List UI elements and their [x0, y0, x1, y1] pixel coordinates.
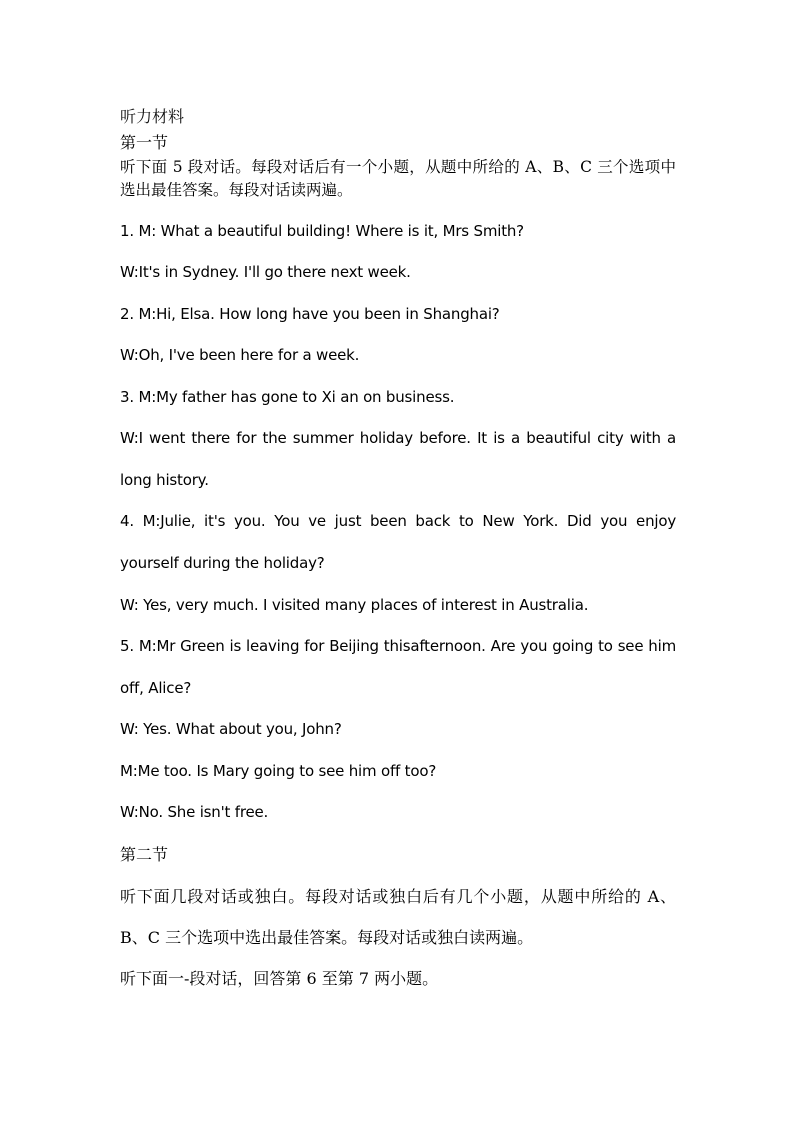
dialogue-line: 3. M:My father has gone to Xi an on business.	[120, 388, 455, 406]
dialogue-line: M:Me too. Is Mary going to see him off too?	[120, 761, 437, 780]
dialogue-line: W:It's in Sydney. I'll go there next week.	[120, 263, 411, 281]
dialogue-line: W:I went there for the summer holiday before. It is a beautiful city with a long history.	[120, 429, 676, 489]
dialogue-line: 4. M:Julie, it's you. You ve just been back to New York. Did you enjoy yourself during the holiday?	[120, 512, 676, 572]
dialogue-line: W: Yes, very much. I visited many places of interest in Australia.	[120, 596, 589, 614]
section-2-heading: 第二节	[120, 844, 169, 864]
dialogue-line: 2. M:Hi, Elsa. How long have you been in Shanghai?	[120, 305, 500, 323]
section-2-note: 听下面一-段对话，回答第 6 至第 7 两小题。	[120, 968, 439, 988]
dialogue-line: W:Oh, I've been here for a week.	[120, 346, 360, 364]
section-1-heading: 第一节	[120, 133, 169, 152]
document-title: 听力材料	[120, 107, 185, 126]
dialogue-line: W: Yes. What about you, John?	[120, 720, 342, 738]
dialogue-line: W:No. She isn't free.	[120, 803, 269, 821]
dialogue-line: 1. M: What a beautiful building! Where is it, Mrs Smith?	[120, 222, 524, 240]
section-1-instruction: 听下面 5 段对话。每段对话后有一个小题，从题中所给的 A、B、C 三个选项中选出最佳答案。每段对话读两遍。	[120, 158, 676, 199]
section-2-instruction: 听下面几段对话或独白。每段对话或独白后有几个小题，从题中所给的 A、B、C 三个选项中选出最佳答案。每段对话或独白读两遍。	[120, 886, 676, 947]
document-body	[120, 104, 676, 1000]
dialogue-line: 5. M:Mr Green is leaving for Beijing thisafternoon. Are you going to see him off, Alice?	[120, 637, 676, 697]
